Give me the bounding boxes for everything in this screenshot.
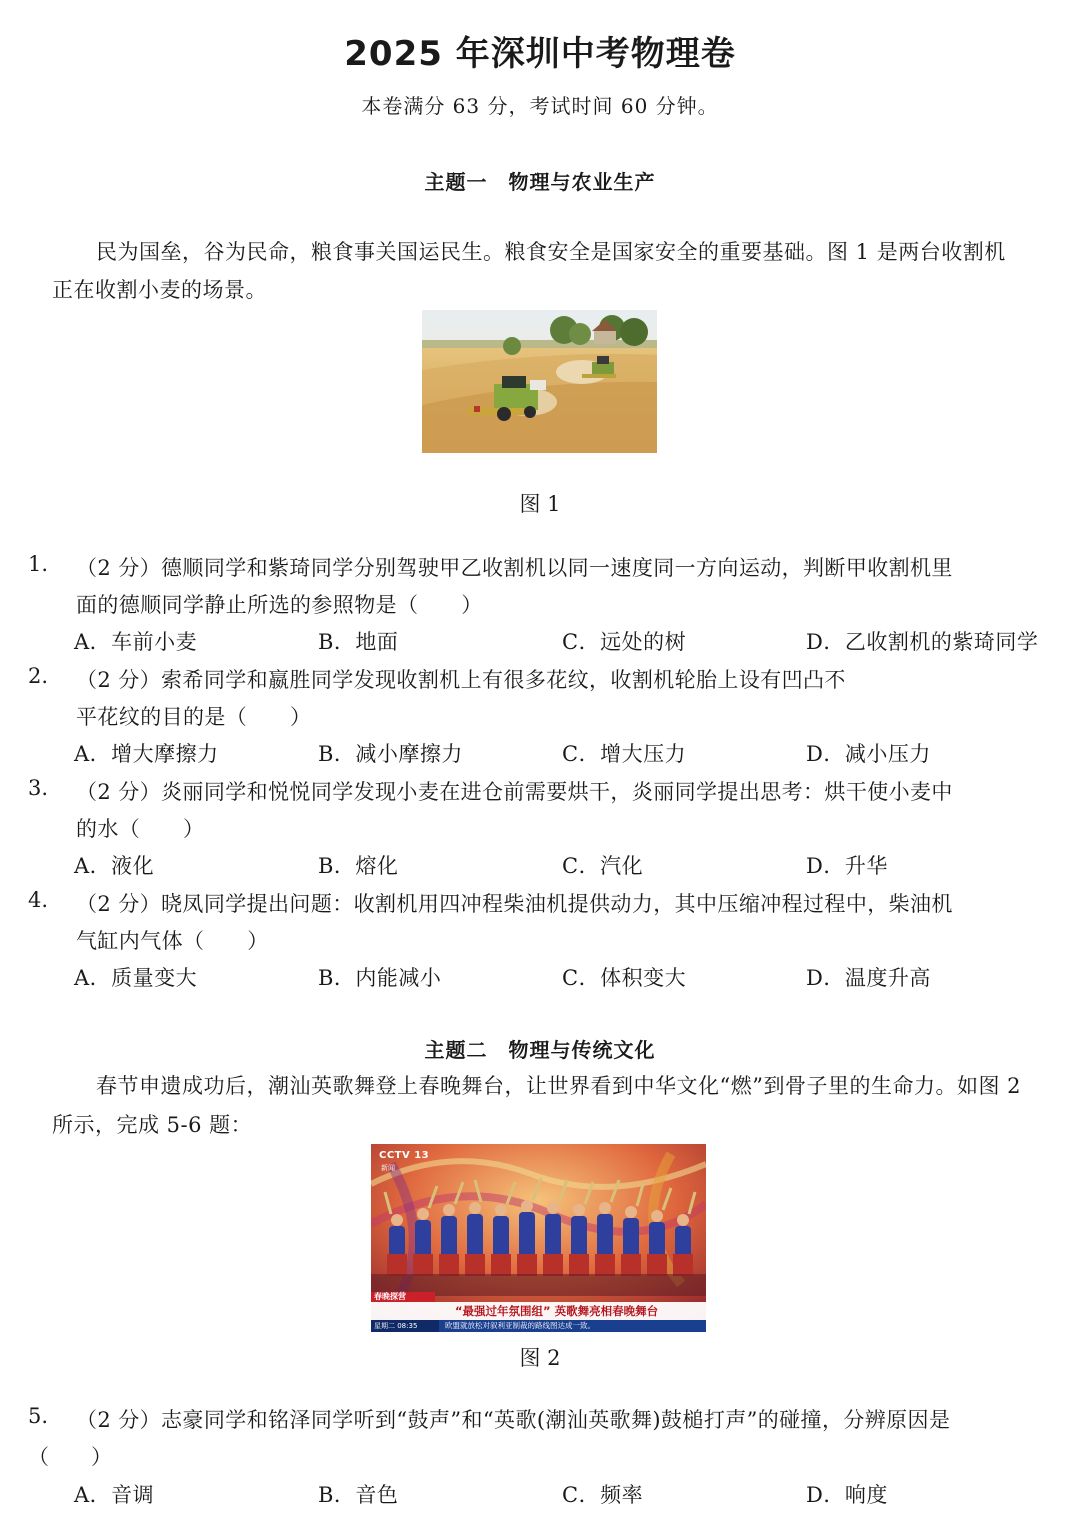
option-d[interactable]: D．温度升高 [806,966,931,990]
question-text-line1: （2 分）德顺同学和紫琦同学分别驾驶甲乙收割机以同一速度同一方向运动，判断甲收割机里 [76,556,953,580]
option-c[interactable]: C．汽化 [562,854,644,878]
topic2-intro-line2: 所示，完成 5-6 题： [52,1113,253,1137]
option-a[interactable]: A．质量变大 [74,966,198,990]
option-c[interactable]: C．体积变大 [562,966,687,990]
option-d[interactable]: D．响度 [806,1483,888,1507]
option-d[interactable]: D．减小压力 [806,742,931,766]
question-text-line2: 气缸内气体（ ） [76,929,269,953]
option-c[interactable]: C．增大压力 [562,742,687,766]
option-d[interactable]: D．升华 [806,854,888,878]
option-d[interactable]: D．乙收割机的紫琦同学 [806,630,1039,654]
topic2-heading: 主题二 物理与传统文化 [424,1038,656,1062]
question-number: 2. [28,664,49,688]
option-a[interactable]: A．车前小麦 [74,630,198,654]
news-ticker: 欧盟就放松对叙利亚制裁的路线图达成一致。 [445,1321,595,1330]
clock: 星期二 08:35 [374,1322,418,1330]
question-text-line1: （2 分）炎丽同学和悦悦同学发现小麦在进仓前需要烘干，炎丽同学提出思考：烘干使小麦中 [76,780,953,804]
topic1-intro-line2: 正在收割小麦的场景。 [52,278,267,302]
question-number: 1. [28,552,49,576]
option-b[interactable]: B．内能减小 [318,966,442,990]
question-text-line2: 面的德顺同学静止所选的参照物是（ ） [76,593,483,617]
question-text-line1: （2 分）晓凤同学提出问题：收割机用四冲程柴油机提供动力，其中压缩冲程过程中，柴油机 [76,892,953,916]
option-b[interactable]: B．减小摩擦力 [318,742,463,766]
question-text-line1: （2 分）索希同学和嬴胜同学发现收割机上有很多花纹，收割机轮胎上设有凹凸不 [76,668,846,692]
option-c[interactable]: C．频率 [562,1483,644,1507]
yingge-dance-tv-screenshot [371,1144,706,1332]
option-c[interactable]: C．远处的树 [562,630,687,654]
option-a[interactable]: A．液化 [74,854,155,878]
news-headline: “最强过年氛围组” 英歌舞亮相春晚舞台 [455,1304,659,1318]
question-number: 3. [28,776,49,800]
option-b[interactable]: B．地面 [318,630,399,654]
question-text-line1: （2 分）志豪同学和铭泽同学听到“鼓声”和“英歌(潮汕英歌舞)鼓槌打声”的碰撞，分辨原因是 [76,1408,951,1432]
page-title: 2025 年深圳中考物理卷 [344,34,736,74]
question-text-line2: 平花纹的目的是（ ） [76,705,312,729]
exam-info: 本卷满分 63 分，考试时间 60 分钟。 [361,94,719,118]
figure2-caption: 图 2 [519,1346,561,1370]
question-number: 4. [28,888,49,912]
channel-logo: CCTV 13 [379,1150,430,1161]
topic1-heading: 主题一 物理与农业生产 [424,170,656,194]
question-text-line2: 的水（ ） [76,817,205,841]
program-tag: 春晚探营 [374,1292,406,1301]
question-number: 5. [28,1404,49,1428]
question-text-line2: （ ） [28,1445,112,1469]
harvester-photo [422,310,657,453]
figure1-caption: 图 1 [519,492,561,516]
topic2-intro-line1: 春节申遗成功后，潮汕英歌舞登上春晚舞台，让世界看到中华文化“燃”到骨子里的生命力。如图 2 [96,1074,1022,1098]
channel-sub: 新闻 [381,1164,395,1172]
topic1-intro-line1: 民为国垒，谷为民命，粮食事关国运民生。粮食安全是国家安全的重要基础。图 1 是两台收割机 [96,240,1006,264]
option-a[interactable]: A．增大摩擦力 [74,742,219,766]
option-b[interactable]: B．熔化 [318,854,399,878]
option-b[interactable]: B．音色 [318,1483,399,1507]
option-a[interactable]: A．音调 [74,1483,155,1507]
